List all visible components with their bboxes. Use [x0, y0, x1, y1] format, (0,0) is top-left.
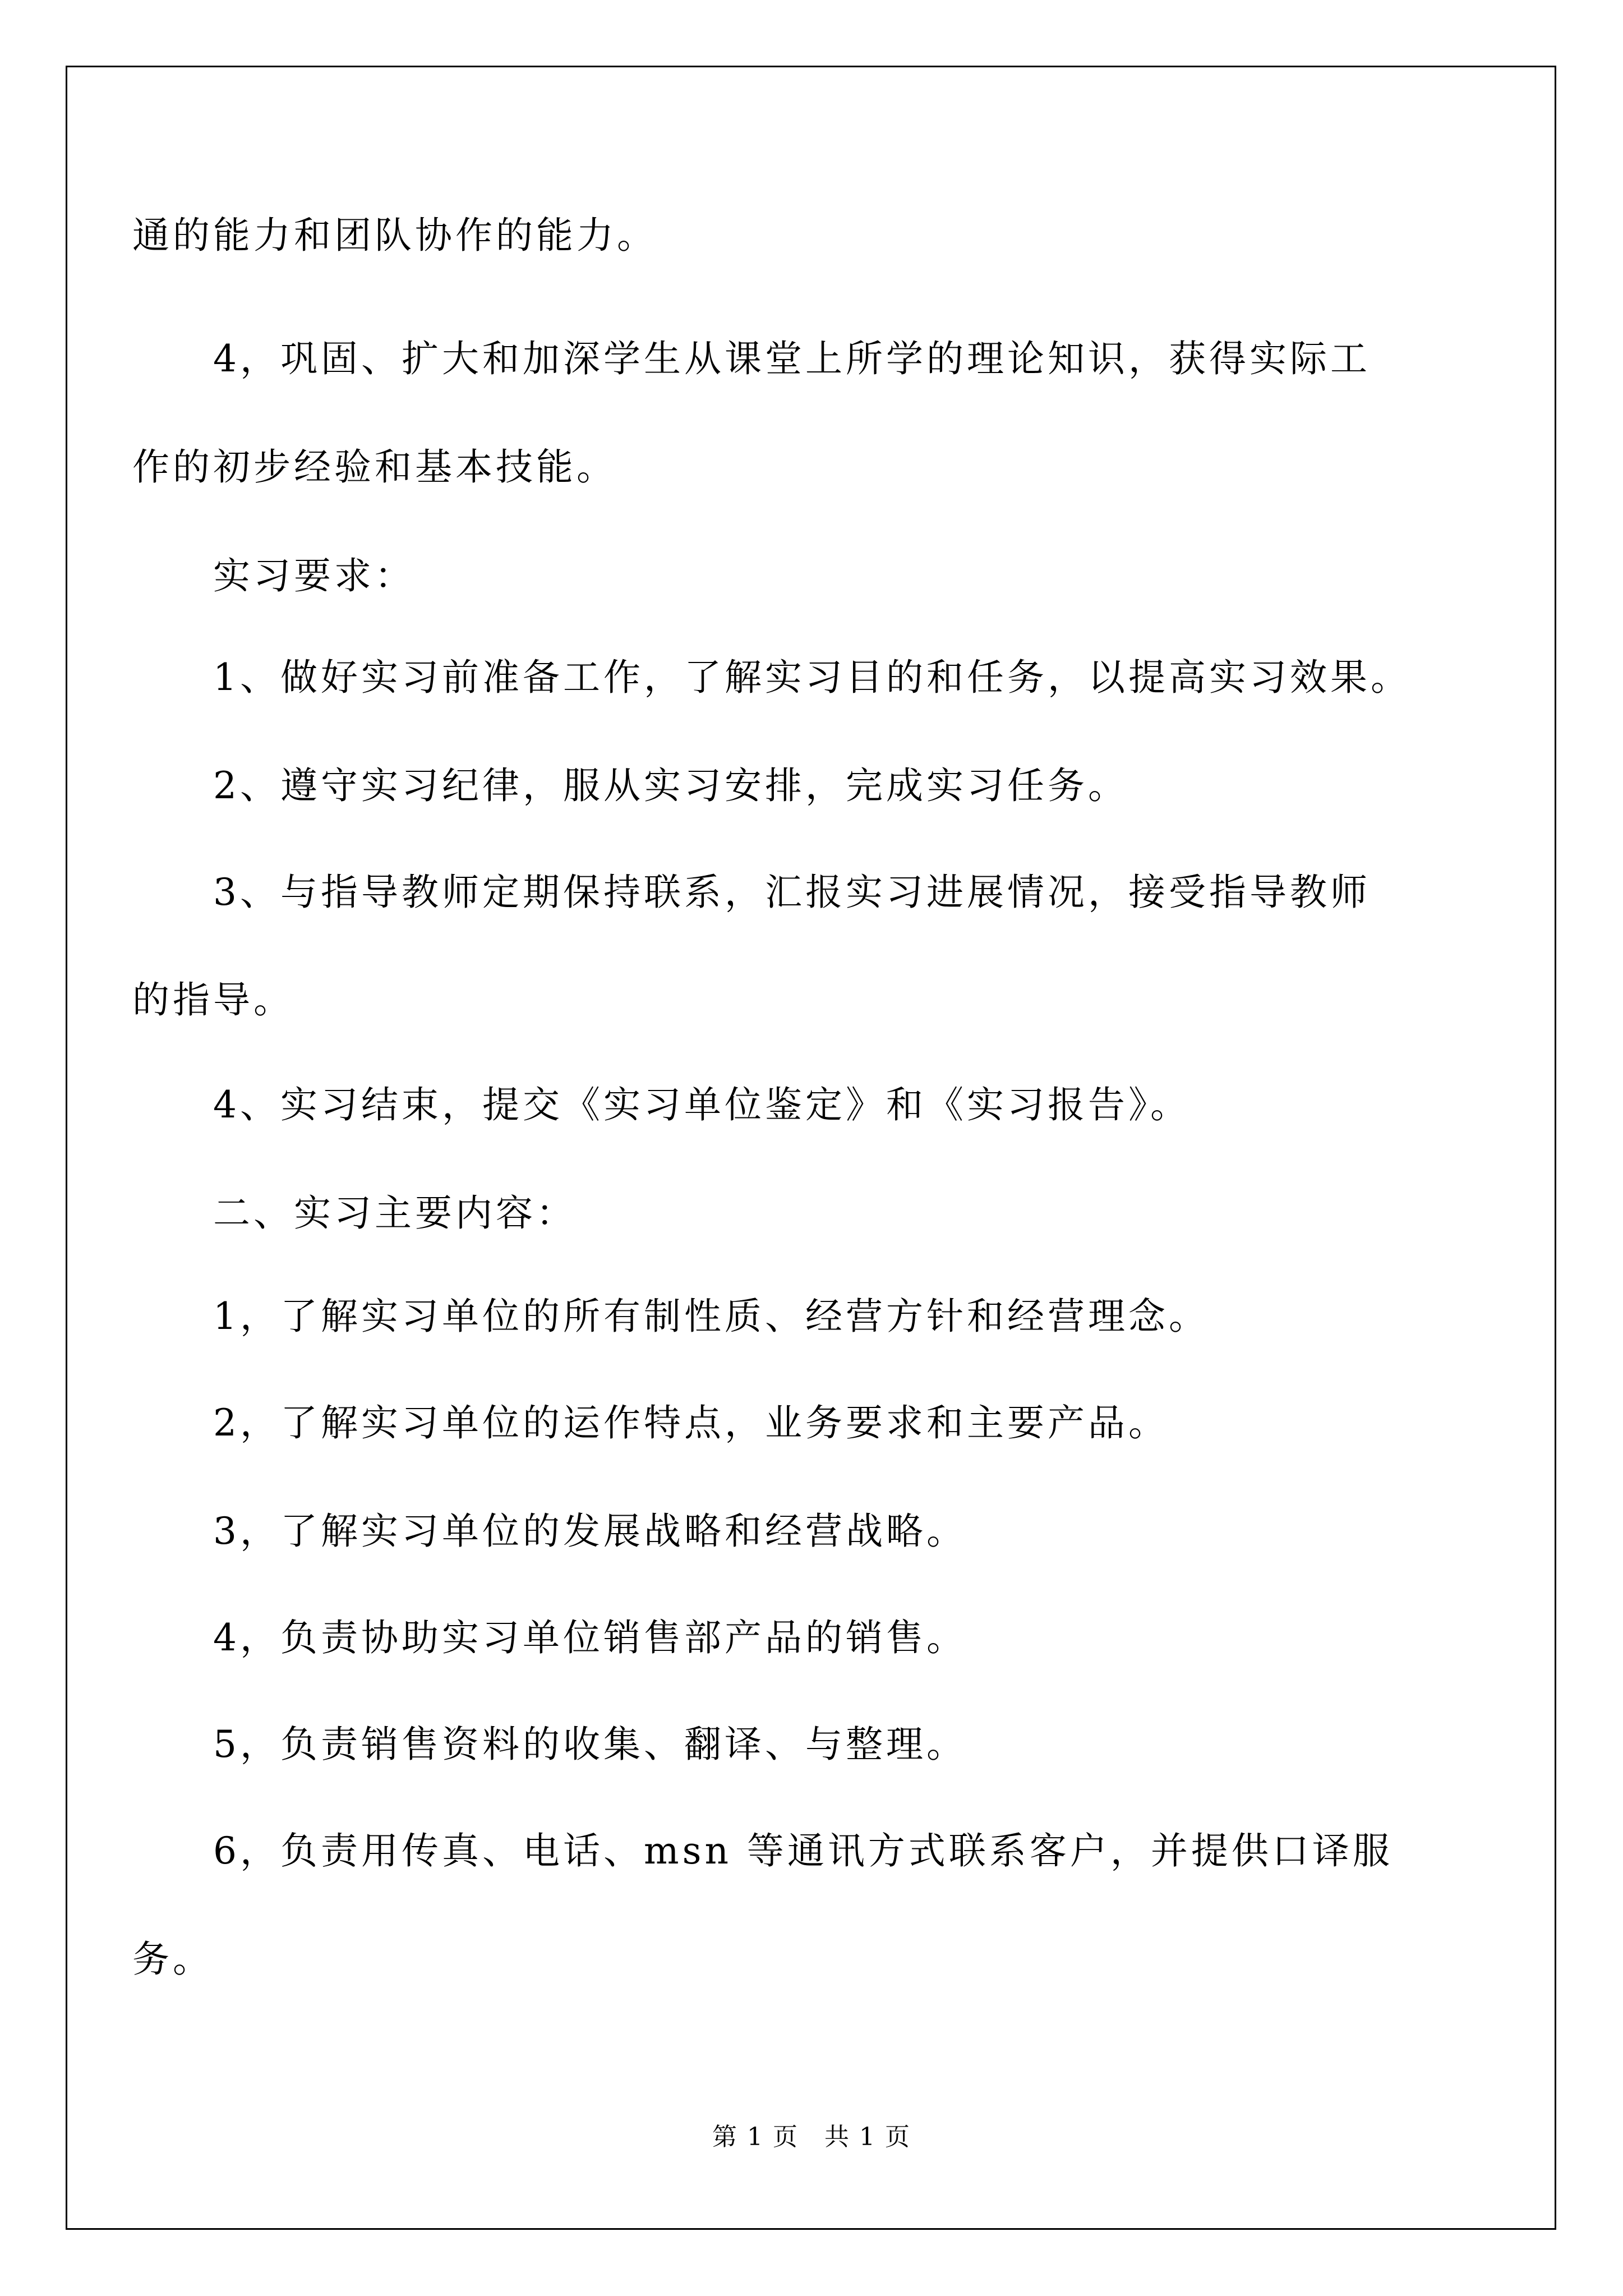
page-number: 第 1 页 共 1 页 [712, 2123, 911, 2151]
paragraph-line: 4，巩固、扩大和加深学生从课堂上所学的理论知识，获得实际工 [213, 337, 1371, 380]
paragraph-line: 作的初步经验和基本技能。 [132, 445, 617, 489]
paragraph-line: 的指导。 [132, 978, 294, 1022]
paragraph-line: 通的能力和团队协作的能力。 [132, 214, 657, 257]
list-item: 1、做好实习前准备工作，了解实习目的和任务，以提高实习效果。 [213, 656, 1411, 699]
list-item: 3，了解实习单位的发展战略和经营战略。 [213, 1510, 967, 1553]
section-heading: 实习要求： [213, 554, 415, 597]
list-item: 4、实习结束，提交《实习单位鉴定》和《实习报告》。 [213, 1083, 1191, 1126]
list-item: 3、与指导教师定期保持联系，汇报实习进展情况，接受指导教师 [213, 871, 1371, 914]
list-item: 6，负责用传真、电话、msn 等通讯方式联系客户，并提供口译服 [213, 1829, 1393, 1872]
list-item: 5，负责销售资料的收集、翻译、与整理。 [213, 1723, 967, 1766]
list-item: 2、遵守实习纪律，服从实习安排，完成实习任务。 [213, 764, 1128, 807]
section-heading: 二、实习主要内容： [213, 1191, 577, 1235]
list-item: 4，负责协助实习单位销售部产品的销售。 [213, 1616, 967, 1659]
paragraph-line: 务。 [132, 1938, 213, 1981]
list-item: 1，了解实习单位的所有制性质、经营方针和经营理念。 [213, 1295, 1209, 1338]
list-item: 2，了解实习单位的运作特点，业务要求和主要产品。 [213, 1401, 1169, 1444]
